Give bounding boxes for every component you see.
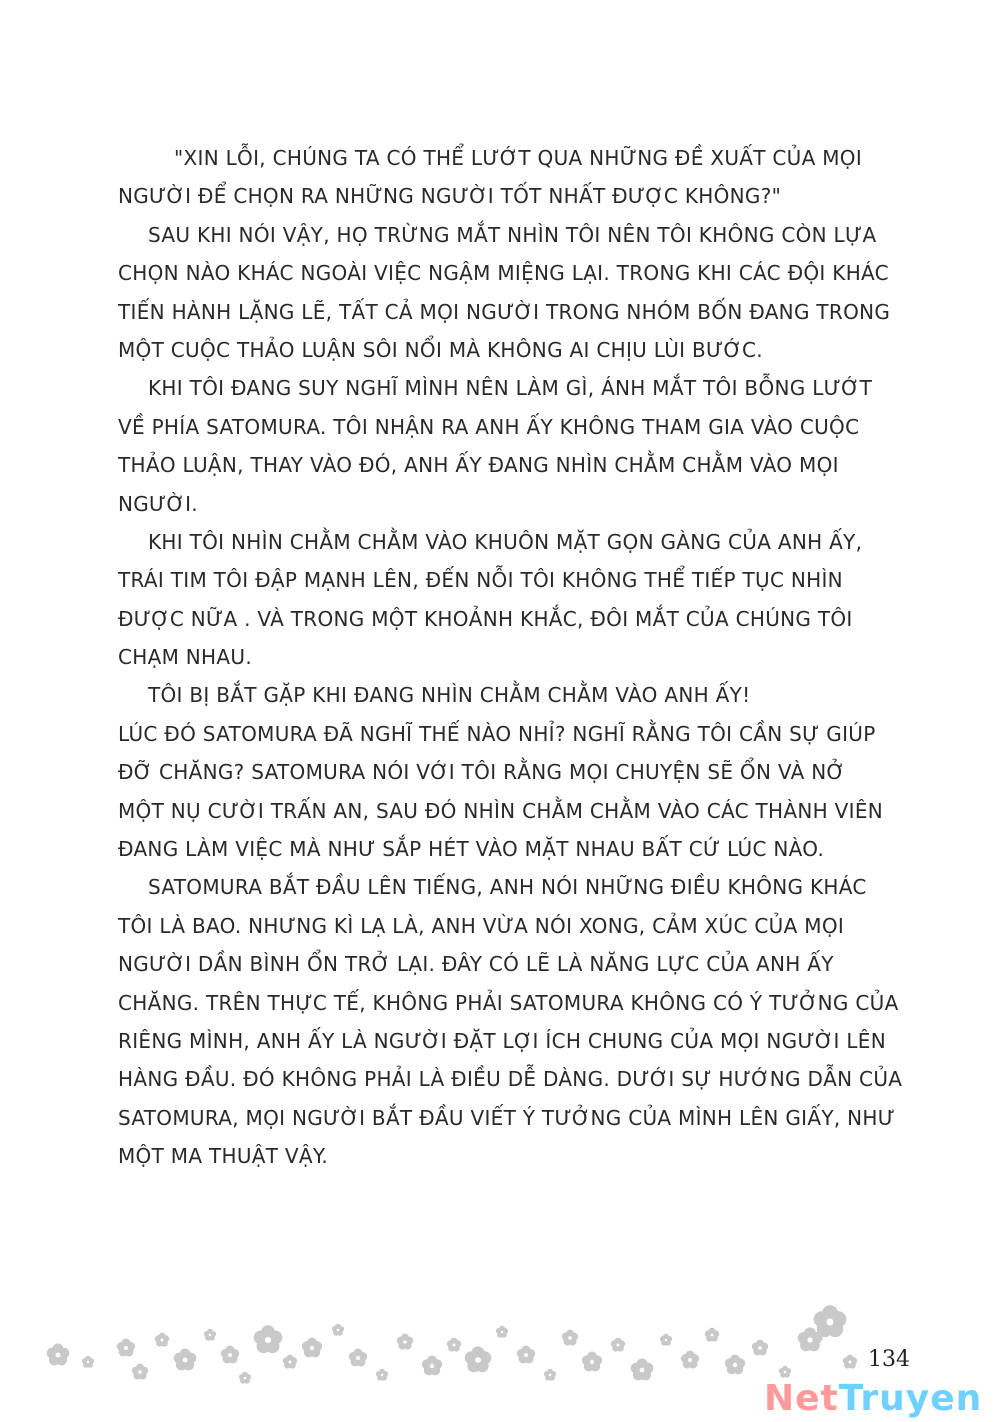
text-line: KHI TÔI NHÌN CHẰM CHẰM VÀO KHUÔN MẶT GỌN GÀNG CỦA ANH ẤY, [148, 529, 863, 554]
text-line: NGƯỜI. [118, 491, 198, 516]
text-line: SAU KHI NÓI VẬY, HỌ TRỪNG MẮT NHÌN TÔI NÊN TÔI KHÔNG CÒN LỰA [148, 222, 877, 247]
text-line: SATOMURA BẮT ĐẦU LÊN TIẾNG, ANH NÓI NHỮNG ĐIỀU KHÔNG KHÁC [148, 875, 867, 900]
text-line: THẢO LUẬN, THAY VÀO ĐÓ, ANH ẤY ĐANG NHÌN CHẰM CHẰM VÀO MỌI [118, 453, 839, 478]
text-line: NGƯỜI ĐỂ CHỌN RA NHỮNG NGƯỜI TỐT NHẤT ĐƯỢC KHÔNG?" [118, 184, 782, 209]
text-line: CHỌN NÀO KHÁC NGOÀI VIỆC NGẬM MIỆNG LẠI. TRONG KHI CÁC ĐỘI KHÁC [118, 261, 889, 286]
page-text [118, 139, 918, 1176]
text-line: VỀ PHÍA SATOMURA. TÔI NHẬN RA ANH ẤY KHÔNG THAM GIA VÀO CUỘC [118, 414, 860, 439]
watermark-net: Net [764, 1378, 839, 1419]
text-line: ĐƯỢC NỮA . VÀ TRONG MỘT KHOẢNH KHẮC, ĐÔI MẮT CỦA CHÚNG TÔI [118, 606, 853, 631]
text-line: MỘT CUỘC THẢO LUẬN SÔI NỔI MÀ KHÔNG AI CHỊU LÙI BƯỚC. [118, 337, 763, 362]
text-line: "XIN LỖI, CHÚNG TA CÓ THỂ LƯỚT QUA NHỮNG ĐỀ XUẤT CỦA MỌI [174, 146, 863, 170]
page-number: 134 [868, 1347, 910, 1372]
text-line: TIẾN HÀNH LẶNG LẼ, TẤT CẢ MỌI NGƯỜI TRONG NHÓM BỐN ĐANG TRONG [118, 299, 891, 324]
text-line: MỘT NỤ CƯỜI TRẤN AN, SAU ĐÓ NHÌN CHẰM CHẰM VÀO CÁC THÀNH VIÊN [118, 798, 884, 823]
flower-border-icon [40, 1300, 870, 1390]
watermark-logo [764, 1378, 982, 1419]
text-line: SATOMURA, MỌI NGƯỜI BẮT ĐẦU VIẾT Ý TƯỞNG CỦA MÌNH LÊN GIẤY, NHƯ [118, 1105, 896, 1130]
text-line: RIÊNG MÌNH, ANH ẤY LÀ NGƯỜI ĐẶT LỢI ÍCH CHUNG CỦA MỌI NGƯỜI LÊN [118, 1028, 886, 1053]
text-line: ĐANG LÀM VIỆC MÀ NHƯ SẮP HÉT VÀO MẶT NHAU BẤT CỨ LÚC NÀO. [118, 837, 825, 862]
text-line: CHẠM NHAU. [118, 645, 252, 670]
text-line: KHI TÔI ĐANG SUY NGHĨ MÌNH NÊN LÀM GÌ, ÁNH MẮT TÔI BỖNG LƯỚT [148, 376, 873, 401]
text-line: HÀNG ĐẦU. ĐÓ KHÔNG PHẢI LÀ ĐIỀU DỄ DÀNG. DƯỚI SỰ HƯỚNG DẪN CỦA [118, 1067, 903, 1092]
text-line: TÔI BỊ BẮT GẶP KHI ĐANG NHÌN CHẰM CHẰM VÀO ANH ẤY! [148, 683, 751, 708]
text-line: LÚC ĐÓ SATOMURA ĐÃ NGHĨ THẾ NÀO NHỈ? NGHĨ RẰNG TÔI CẦN SỰ GIÚP [118, 721, 876, 746]
text-line: ĐỠ CHĂNG? SATOMURA NÓI VỚI TÔI RẰNG MỌI CHUYỆN SẼ ỔN VÀ NỞ [118, 760, 846, 785]
text-line: NGƯỜI DẦN BÌNH ỔN TRỞ LẠI. ĐÂY CÓ LẼ LÀ NĂNG LỰC CỦA ANH ẤY [118, 952, 834, 977]
text-line: MỘT MA THUẬT VẬY. [118, 1144, 329, 1169]
text-line: TÔI LÀ BAO. NHƯNG KÌ LẠ LÀ, ANH VỪA NÓI XONG, CẢM XÚC CỦA MỌI [118, 913, 845, 938]
text-line: TRÁI TIM TÔI ĐẬP MẠNH LÊN, ĐẾN NỖI TÔI KHÔNG THỂ TIẾP TỤC NHÌN [118, 568, 843, 593]
text-line: CHĂNG. TRÊN THỰC TẾ, KHÔNG PHẢI SATOMURA KHÔNG CÓ Ý TƯỞNG CỦA [118, 990, 899, 1015]
watermark-truyen: Truyen [838, 1378, 983, 1419]
